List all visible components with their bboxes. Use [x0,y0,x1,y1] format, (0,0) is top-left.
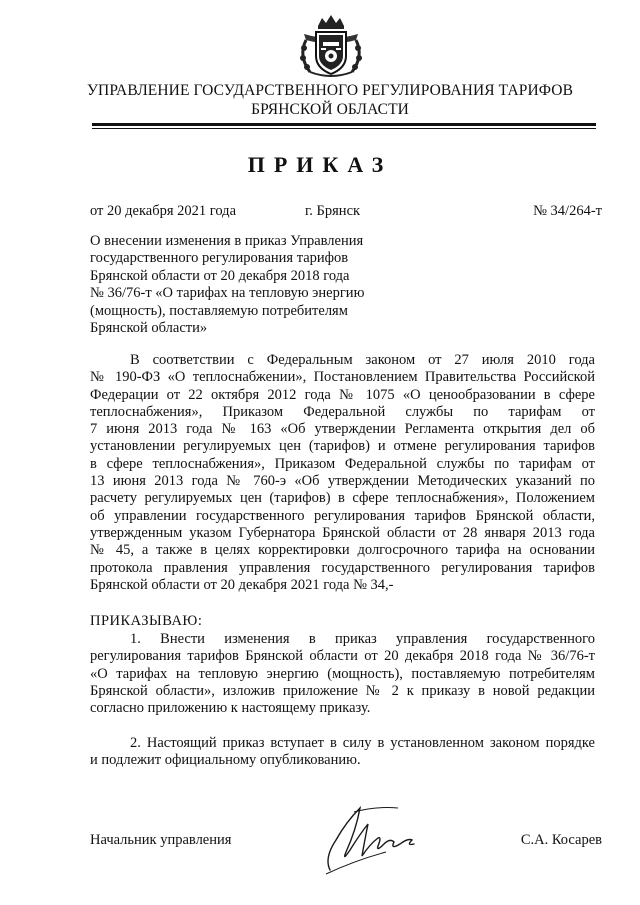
preamble-line: об управлении государственного регулирования тарифов Брянской области, [90,507,595,524]
preamble-line: расчету регулируемых цен (тарифов) в сфере теплоснабжения», Положением [90,490,595,507]
preamble-line: в сфере теплоснабжения», Приказом Федеральной службы по тарифам от [90,455,595,472]
header-rule-thin [92,128,596,129]
document-title: ПРИКАЗ [247,152,393,177]
document-date: от 20 декабря 2021 года [90,203,236,219]
preamble-line: протокола правления управления государственного регулирования тарифов [90,559,595,576]
preamble-line: Брянской области от 20 декабря 2021 года № 34,- [90,576,394,593]
preamble-paragraph [90,352,595,594]
preamble-line: теплоснабжения», Приказом Федеральной службы по тарифам от [90,403,595,420]
organization-name-line2: БРЯНСКОЙ ОБЛАСТИ [251,101,409,118]
item-line: 1. Внести изменения в приказ управления государственного [130,631,595,647]
preamble-line: Федерации от 22 октября 2012 года № 1075 «О ценообразовании в сфере [90,386,595,403]
item-line: согласно приложению к настоящему приказу. [90,700,371,717]
subject-line: государственного регулирования тарифов [90,250,349,267]
organization-name-line1: УПРАВЛЕНИЕ ГОСУДАРСТВЕННОГО РЕГУЛИРОВАНИЯ ТАРИФОВ [86,82,574,99]
handwritten-signature [316,800,426,880]
item-line: и подлежит официальному опубликованию. [90,752,361,769]
subject-line: № 36/76-т «О тарифах на тепловую энергию [90,285,365,302]
preamble-line: В соответствии с Федеральным законом от 27 июля 2010 года [130,352,595,368]
preamble-line: 7 июня 2013 года № 163 «Об утверждении Регламента открытия дел об [90,421,595,438]
subject-line: Брянской области от 20 декабря 2018 года [90,267,350,284]
order-item-2 [90,735,595,770]
order-item-1 [90,631,595,717]
preamble-line: установлении регулируемых цен (тарифов) и отмене регулирования тарифов [90,438,595,455]
subject-line: Брянской области» [90,320,208,337]
document-subject [90,233,390,337]
order-word: ПРИКАЗЫВАЮ: [90,613,203,629]
item-line: 2. Настоящий приказ вступает в силу в установленном законом порядке [130,735,595,751]
preamble-line: № 45, а также в целях корректировки долгосрочного тарифа на основании [90,542,595,559]
document-number: № 34/264-т [533,203,602,219]
preamble-line: утвержденным указом Губернатора Брянской области от 28 января 2013 года [90,524,595,541]
item-line: «О тарифах на тепловую энергию (мощность), поставляемую потребителям [90,665,595,682]
document-city: г. Брянск [305,203,361,219]
subject-line: О внесении изменения в приказ Управления [90,233,364,249]
header-rule-thick [92,123,596,126]
item-line: Брянской области», изложив приложение № 2 к приказу в новой редакции [90,682,595,699]
item-line: регулирования тарифов Брянской области от 20 декабря 2018 года № 36/76-т [90,648,595,665]
preamble-line: № 190-ФЗ «О теплоснабжении», Постановлением Правительства Российской [90,369,595,386]
preamble-line: 13 июня 2013 года № 760-э «Об утверждении Методических указаний по [90,473,595,490]
signatory-position: Начальник управления [90,832,232,848]
bryansk-coat-of-arms-icon [296,12,366,78]
subject-line: (мощность), поставляемую потребителям [90,302,348,319]
signatory-name: С.А. Косарев [520,832,602,848]
